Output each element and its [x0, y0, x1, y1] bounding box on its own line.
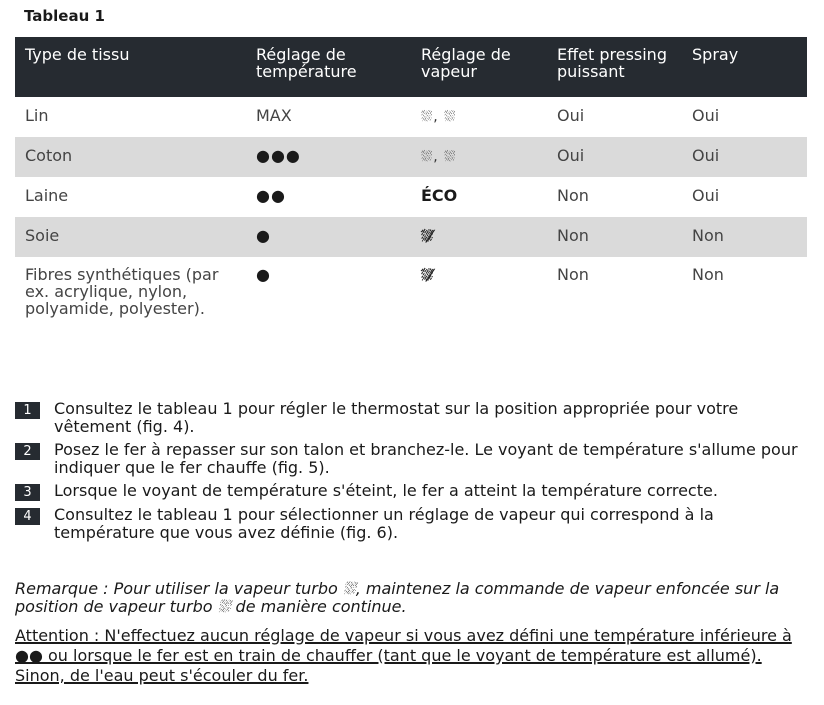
- cell-steam: [411, 137, 547, 177]
- table-row: [15, 217, 807, 257]
- table-row: [15, 137, 807, 177]
- header-fabric: Type de tissu: [15, 37, 246, 97]
- step-number: 3: [15, 484, 40, 501]
- remark-note: Remarque : Pour utiliser la vapeur turbo ⛆, maintenez la commande de vapeur enfoncée sur la position de vapeur turbo ⛆ de manière continue.: [15, 579, 780, 616]
- steam-icon: ⛆, ⛆: [421, 109, 457, 125]
- table-row: [15, 177, 807, 217]
- cell-fabric: Fibres synthétiques (par ex. acrylique, nylon, polyamide, polyester).: [25, 265, 219, 318]
- header-spray: Spray: [682, 37, 807, 97]
- step-number: 4: [15, 508, 40, 525]
- step-number: 1: [15, 402, 40, 419]
- cell-pressing: Non: [557, 186, 589, 205]
- cell-steam: [411, 97, 547, 137]
- cell-spray: Oui: [692, 106, 720, 125]
- cell-fabric: Laine: [25, 186, 69, 205]
- table-row: [15, 257, 807, 347]
- temperature-dots: ●●●: [256, 146, 301, 165]
- attention-warning: [15, 626, 815, 686]
- step-number: 2: [15, 443, 40, 460]
- cell-spray: Oui: [692, 186, 720, 205]
- cell-temp: MAX: [256, 106, 292, 125]
- header-steam: Réglage de vapeur: [411, 37, 547, 97]
- cell-pressing: Oui: [547, 137, 682, 177]
- cell-pressing: Non: [547, 217, 682, 257]
- step-text: Consultez le tableau 1 pour régler le thermostat sur la position appropriée pour votre vêtement (fig. 4).: [54, 399, 739, 436]
- cell-spray: Non: [692, 265, 724, 284]
- table-title: Tableau 1: [24, 7, 105, 25]
- step-item: [15, 400, 815, 436]
- cell-spray: Oui: [682, 137, 807, 177]
- step-item: [15, 482, 815, 501]
- header-temperature: Réglage de température: [246, 37, 411, 97]
- step-item: [15, 441, 815, 477]
- cell-spray: Non: [682, 217, 807, 257]
- step-text: Posez le fer à repasser sur son talon et branchez-le. Le voyant de température s'allume pour indiquer que le fer chauffe (fig. 5).: [54, 440, 798, 477]
- cell-fabric: Lin: [25, 106, 49, 125]
- cell-fabric: Soie: [15, 217, 246, 257]
- cell-steam: [411, 257, 547, 347]
- table-row: [15, 97, 807, 137]
- temperature-dots: ●●: [256, 186, 286, 205]
- cell-temp: [246, 177, 411, 217]
- header-pressing: Effet pressing puissant: [547, 37, 682, 97]
- cell-temp: [246, 137, 411, 177]
- cell-pressing: Oui: [557, 106, 585, 125]
- cell-fabric: Coton: [15, 137, 246, 177]
- table-header-row: [15, 37, 807, 97]
- temperature-dots: ●: [256, 265, 271, 284]
- steam-icon: ⛆, ⛆: [421, 149, 457, 165]
- no-steam-icon: ⛆̸: [421, 227, 434, 245]
- step-item: [15, 506, 815, 542]
- temperature-dots: ●: [256, 226, 271, 245]
- cell-pressing: Non: [557, 265, 589, 284]
- instruction-steps: [15, 400, 815, 547]
- no-steam-icon: ⛆̸: [421, 266, 434, 284]
- step-text: Consultez le tableau 1 pour sélectionner un réglage de vapeur qui correspond à la température que vous avez définie (fig. 6).: [54, 505, 714, 542]
- cell-steam: [411, 217, 547, 257]
- attention-text: Attention : N'effectuez aucun réglage de vapeur si vous avez défini une température inférieure à ●● ou lorsque le fer est en train de chauffer (tant que le voyant de température est allumé). Sinon, de l'eau peut s'écouler du fer.: [15, 626, 792, 685]
- eco-label: ÉCO: [421, 186, 458, 205]
- cell-temp: [246, 217, 411, 257]
- cell-temp: [246, 257, 411, 347]
- cell-steam: [411, 177, 547, 217]
- step-text: Lorsque le voyant de température s'éteint, le fer a atteint la température correcte.: [54, 481, 718, 500]
- fabric-settings-table: [15, 37, 807, 347]
